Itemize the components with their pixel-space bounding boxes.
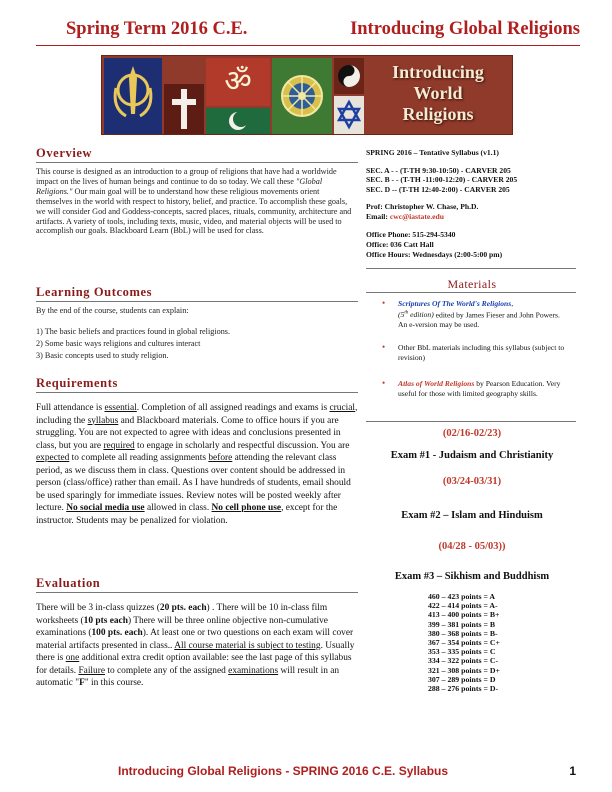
requirements-heading: Requirements (36, 376, 118, 390)
req-underline: crucial (329, 403, 355, 413)
eval-underline: examinations (228, 665, 279, 676)
overview-divider (36, 162, 358, 163)
edition-suffix: th (404, 310, 409, 316)
eval-bold: F (79, 678, 85, 688)
material-text: Scriptures Of The World's Religions, (5th edition) edited by James Fieser and John Powers. An e-version may be used. (398, 299, 560, 329)
eval-text: There will be 3 in-class quizzes ( (36, 603, 160, 613)
materials-heading: Materials (447, 277, 497, 291)
course-banner (101, 55, 513, 135)
material-item-atlas (372, 379, 572, 413)
edition-number: (5 (398, 310, 405, 320)
grade-row: 353 – 335 points = C (428, 647, 496, 657)
email-line (366, 212, 578, 221)
eval-text: ) There will be three online objective non-cumulative examinations ( (36, 615, 328, 638)
requirements-paragraph (36, 402, 358, 527)
exam-1-title: Exam #1 - Judaism and Christianity (390, 450, 554, 461)
eval-bold: 100 pts. each (91, 628, 143, 638)
header-term: Spring Term 2016 C.E. (66, 19, 248, 39)
professor-name: Prof: Christopher W. Chase, Ph.D. (366, 202, 479, 211)
req-text: , including the (36, 403, 358, 426)
cross-icon (164, 84, 204, 134)
req-underline: required (103, 440, 135, 451)
req-underline: essential (104, 403, 137, 413)
grade-row: 334 – 322 points = C- (428, 656, 499, 666)
yin-yang-icon (334, 58, 364, 94)
material-desc: Other BbL materials including this syllabus (subject to revision) (398, 343, 565, 362)
eval-text: " in this course. (84, 678, 144, 688)
header-course-title: Introducing Global Religions (350, 19, 580, 39)
outcomes-divider (36, 301, 358, 302)
material-edition (398, 310, 434, 319)
material-desc: by Pearson Education. Very useful for those with limited geography skills. (398, 379, 561, 398)
om-icon (206, 58, 270, 106)
req-text: and Blackboard materials. Come to office hours if you are struggling. You are not expected to agree with ideas and conclusions presented in class, but you are (36, 415, 341, 451)
req-text: Full attendance is (36, 403, 105, 413)
material-item-bbl (372, 343, 572, 365)
exam-2-title: Exam #2 – Islam and Hinduism (401, 510, 543, 521)
outcomes-heading: Learning Outcomes (36, 285, 153, 299)
materials-top-divider (366, 268, 576, 269)
page-number: 1 (569, 764, 576, 778)
section-item: SEC. A - - (T-TH 9:30-10:50) - CARVER 205 (366, 166, 511, 175)
outcomes-list (36, 327, 356, 361)
overview-global-religions: "Global Religions." (36, 176, 323, 196)
grade-row: 460 – 423 points = A (428, 592, 496, 601)
overview-paragraph (36, 167, 356, 236)
bullet-icon: • (382, 378, 386, 388)
office-phone: Office Phone: 515-294-5340 (366, 230, 456, 239)
eval-underline: Failure (78, 665, 105, 676)
material-text (398, 379, 566, 398)
banner-title-line1: Introducing (392, 62, 484, 82)
grade-row: 413 – 400 points = B+ (428, 610, 500, 620)
grade-row: 321 – 308 points = D+ (428, 665, 500, 675)
material-title: Scriptures Of The World's Religions (398, 299, 512, 308)
edition-label: edition) (408, 310, 434, 320)
email-label: Email: (366, 212, 390, 221)
eval-text: ) . There will be 10 in-class film worksheets ( (36, 603, 328, 626)
material-item-scriptures (372, 299, 572, 331)
star-of-david-icon (334, 96, 364, 134)
evaluation-divider (36, 592, 358, 593)
eval-underline: one (65, 653, 80, 663)
grade-row: 307 – 289 points = D (428, 674, 496, 684)
eval-text: . Usually there is (36, 640, 355, 663)
req-text: , except for the instructor. Students may be penalized for violation. (36, 503, 338, 526)
exam-2-dates: (03/24-03/31) (442, 476, 502, 487)
email-link[interactable]: cwc@iastate.edu (389, 212, 444, 221)
grade-scale (428, 592, 500, 693)
no-cell-phone-rule: No cell phone use (211, 503, 282, 513)
khanda-icon (104, 58, 162, 134)
bullet-icon: • (382, 298, 386, 308)
req-underline: before (208, 453, 233, 463)
office-location: Office: 036 Catt Hall (366, 240, 434, 249)
exam-3-title: Exam #3 – Sikhism and Buddhism (394, 571, 550, 582)
outcome-item: 3) Basic concepts used to study religion. (36, 350, 169, 360)
banner-title (364, 62, 512, 125)
no-social-media-rule: No social media use (66, 503, 145, 513)
grade-row: 367 – 354 points = C+ (428, 638, 500, 648)
grade-row: 380 – 368 points = B- (428, 628, 498, 638)
eval-underline: All course material is subject to testing (174, 640, 321, 651)
office-hours: Office Hours: Wednesdays (2:00-5:00 pm) (366, 250, 503, 259)
grade-row: 422 – 414 points = A- (428, 601, 498, 611)
outcome-item: 1) The basic beliefs and practices found in global religions. (36, 327, 231, 336)
evaluation-paragraph (36, 602, 358, 690)
section-item: SEC. D -- (T-TH 12:40-2:00) - CARVER 205 (366, 184, 510, 194)
overview-text-1: This course is designed as an introduction to a group of religions that have had a worldwide impact on the lives of human beings and continue to do so today. We call these (36, 167, 337, 186)
section-item: SEC. B - - (T-TH -11:00-12:20) - CARVER 205 (366, 175, 518, 185)
req-text: attending the relevant class period, as we discuss them in class. Questions over content should be addressed in person (class/office) rather than email. As I have hundreds of students, email should be used sparingly for immediate issues. Review notes will be posted weekly after lecture. (36, 453, 351, 513)
section-list (366, 166, 578, 194)
banner-title-line3: Religions (402, 104, 474, 124)
exam-3-dates: (04/28 - 05/03)) (438, 541, 506, 552)
req-text: to complete all reading assignments (69, 453, 209, 463)
materials-heading-divider (366, 292, 576, 293)
req-text: allowed in class. (144, 503, 212, 513)
eval-text: to complete any of the assigned (105, 665, 229, 676)
material-title: Atlas of World Religions (398, 379, 475, 388)
eval-text: ). At least one or two questions on each exam will cover material artifacts presented in class.. (36, 628, 354, 651)
eval-bold: 10 pts each (83, 615, 128, 626)
req-underline: syllabus (87, 415, 119, 426)
bullet-icon: • (382, 342, 386, 352)
footer-title: Introducing Global Religions - SPRING 2016 C.E. Syllabus (118, 764, 449, 778)
overview-heading: Overview (36, 146, 93, 160)
crescent-icon (206, 108, 270, 134)
dharma-wheel-icon (272, 58, 332, 134)
req-text: to engage in scholarly and respectful discussion. You are (134, 440, 350, 451)
outcomes-intro: By the end of the course, students can explain: (36, 306, 189, 315)
page-header (36, 16, 580, 46)
grade-row: 399 – 381 points = B (428, 619, 496, 629)
requirements-divider (36, 392, 358, 393)
eval-text: will result in an automatic " (36, 665, 340, 688)
syllabus-version: SPRING 2016 – Tentative Syllabus (v1.1) (366, 148, 499, 157)
overview-text-2: Our main goal will be to understand how these religious movements orient themselves in the world with respect to history, belief, and practice. To accomplish these goals, we will consider God and Goddess-concepts, sacred places, rituals, community, architecture and artifacts. A variety of tools, including texts, music, video, and material objects will be used to accomplish our goals. Blackboard Learn (BbL) will be used for class. (36, 186, 352, 236)
grade-row: 288 – 276 points = D- (428, 684, 499, 694)
eval-bold: 20 pts. each (159, 603, 207, 613)
eval-text: additional extra credit option available: see the last page of this syllabus for details. (36, 653, 352, 676)
materials-bottom-divider (366, 421, 576, 422)
material-desc: edited by James Fieser and John Powers. An e-version may be used. (398, 310, 560, 329)
req-underline: expected (36, 453, 70, 463)
banner-title-line2: World (413, 83, 463, 103)
om-glyph: ॐ (224, 64, 252, 99)
exam-1-dates: (02/16-02/23) (442, 428, 502, 439)
outcome-item: 2) Some basic ways religions and cultures interact (36, 338, 201, 348)
req-text: . Completion of all assigned readings and exams is (136, 403, 330, 413)
evaluation-heading: Evaluation (36, 576, 101, 590)
